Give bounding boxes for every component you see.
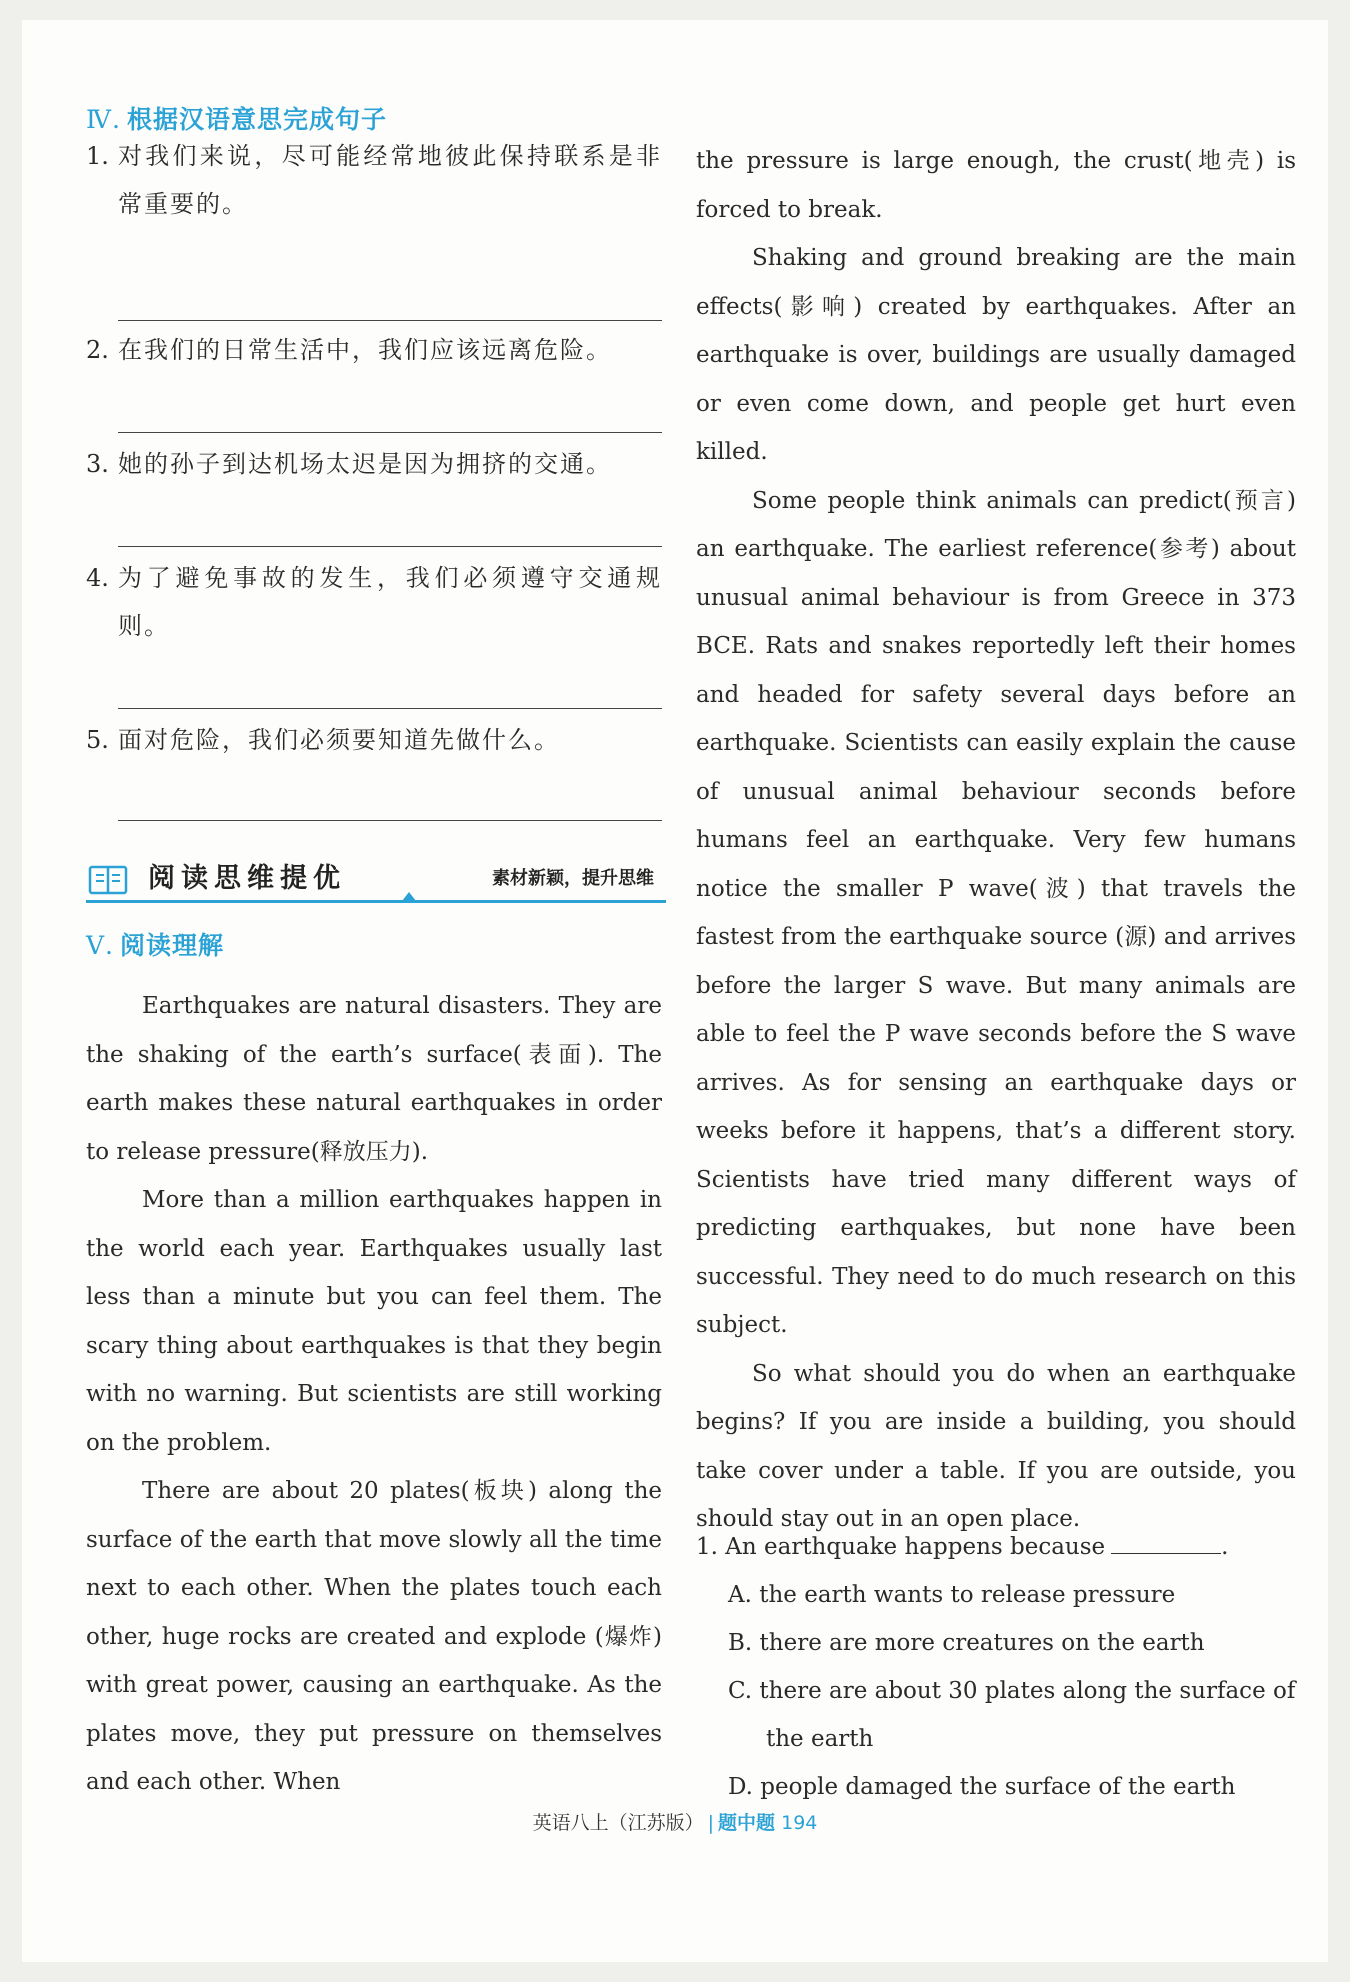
item-text: 面对危险，我们必须要知道先做什么。 xyxy=(118,726,560,754)
option-text: people damaged the surface of the earth xyxy=(760,1774,1236,1800)
item-number: 2. xyxy=(86,336,109,364)
option-letter: A. xyxy=(728,1582,752,1608)
item-text: 在我们的日常生活中，我们应该远离危险。 xyxy=(118,336,612,364)
option-a[interactable] xyxy=(728,1571,1296,1619)
banner-subtitle: 素材新颖，提升思维 xyxy=(492,868,654,889)
option-letter: B. xyxy=(728,1630,753,1656)
item-number: 3. xyxy=(86,450,109,478)
option-c[interactable] xyxy=(728,1667,1296,1763)
option-letter: D. xyxy=(728,1774,753,1800)
answer-blank[interactable] xyxy=(1111,1531,1221,1554)
section-4-numeral: Ⅳ. xyxy=(86,105,121,134)
question-stem: An earthquake happens because xyxy=(725,1534,1106,1560)
item-number: 4. xyxy=(86,564,109,592)
answer-line-3[interactable] xyxy=(118,546,662,547)
option-text: the earth wants to release pressure xyxy=(759,1582,1176,1608)
page-footer xyxy=(22,1808,1328,1835)
translation-item-3 xyxy=(86,440,662,488)
answer-line-1[interactable] xyxy=(118,320,662,321)
section-5-numeral: Ⅴ. xyxy=(86,931,115,960)
option-b[interactable] xyxy=(728,1619,1296,1667)
answer-line-4[interactable] xyxy=(118,708,662,709)
translation-item-1 xyxy=(86,132,662,228)
question-number: 1. xyxy=(696,1534,718,1560)
item-number: 1. xyxy=(86,142,109,170)
footer-separator: | xyxy=(707,1812,715,1834)
banner-rule xyxy=(86,900,666,903)
item-text: 她的孙子到达机场太迟是因为拥挤的交通。 xyxy=(118,450,612,478)
passage-right xyxy=(696,137,1296,1544)
answer-line-5[interactable] xyxy=(118,820,662,821)
translation-item-2 xyxy=(86,326,662,374)
passage-paragraph-2: More than a million earthquakes happen in the world each year. Earthquakes usually last less than a minute but you can feel them. The scary thing about earthquakes is that they begin with no warning. But scientists are still working on the problem. xyxy=(86,1187,662,1456)
passage-paragraph-4: Shaking and ground breaking are the main effects(影响) created by earthquakes. After an earthquake is over, buildings are usually damaged or even come down, and people get hurt even killed. xyxy=(696,245,1296,465)
item-text: 为了避免事故的发生，我们必须遵守交通规则。 xyxy=(118,564,662,640)
book-icon xyxy=(88,864,128,900)
question-1: 1. An earthquake happens because . xyxy=(696,1523,1296,1571)
translation-item-5 xyxy=(86,716,662,764)
passage-left xyxy=(86,982,662,1807)
option-text: there are about 30 plates along the surface of the earth xyxy=(759,1678,1296,1752)
passage-paragraph-6: So what should you do when an earthquake begins? If you are inside a building, you should take cover under a table. If you are outside, you should stay out in an open place. xyxy=(696,1360,1296,1532)
option-d[interactable] xyxy=(728,1763,1296,1811)
passage-paragraph-5: Some people think animals can predict(预言) an earthquake. The earliest reference(参考) about unusual animal behaviour is from Greece in 373 BCE. Rats and snakes reportedly left their homes and headed for safety several days before an earthquake. Scientists can easily explain the cause of unusual animal behaviour seconds before humans feel an earthquake. Very few humans notice the smaller P wave(波) that travels the fastest from the earthquake source (源) and arrives before the larger S wave. But many animals are able to feel the P wave seconds before the S wave arrives. As for sensing an earthquake days or weeks before it happens, that’s a different story. Scientists have tried many different ways of predicting earthquakes, but none have been successful. They need to do much research on this subject. xyxy=(696,487,1296,1338)
item-number: 5. xyxy=(86,726,109,754)
page xyxy=(22,20,1328,1962)
passage-paragraph-1: Earthquakes are natural disasters. They are the shaking of the earth’s surface(表面). The earth makes these natural earthquakes in order to release pressure(释放压力). xyxy=(86,993,662,1165)
answer-line-2[interactable] xyxy=(118,432,662,433)
section-4-heading xyxy=(86,100,387,136)
section-4-title: 根据汉语意思完成句子 xyxy=(126,105,387,134)
option-letter: C. xyxy=(728,1678,753,1704)
page-number: 194 xyxy=(781,1812,818,1834)
footer-book-title: 英语八上（江苏版） xyxy=(532,1812,704,1834)
option-text: there are more creatures on the earth xyxy=(759,1630,1205,1656)
translation-item-4 xyxy=(86,554,662,650)
item-text: 对我们来说，尽可能经常地彼此保持联系是非常重要的。 xyxy=(118,142,662,218)
footer-brand: 题中题 xyxy=(718,1812,776,1834)
section-5-title: 阅读理解 xyxy=(120,931,225,960)
banner-title: 阅读思维提优 xyxy=(148,863,346,894)
passage-paragraph-3: There are about 20 plates(板块) along the surface of the earth that move slowly all the time next to each other. When the plates touch each other, huge rocks are created and explode (爆炸) with great power, causing an earthquake. As the plates move, they put pressure on themselves and each other. When xyxy=(86,1478,662,1795)
reading-banner xyxy=(86,850,666,906)
passage-continuation: the pressure is large enough, the crust(地壳) is forced to break. xyxy=(696,148,1296,223)
section-5-heading xyxy=(86,926,224,962)
